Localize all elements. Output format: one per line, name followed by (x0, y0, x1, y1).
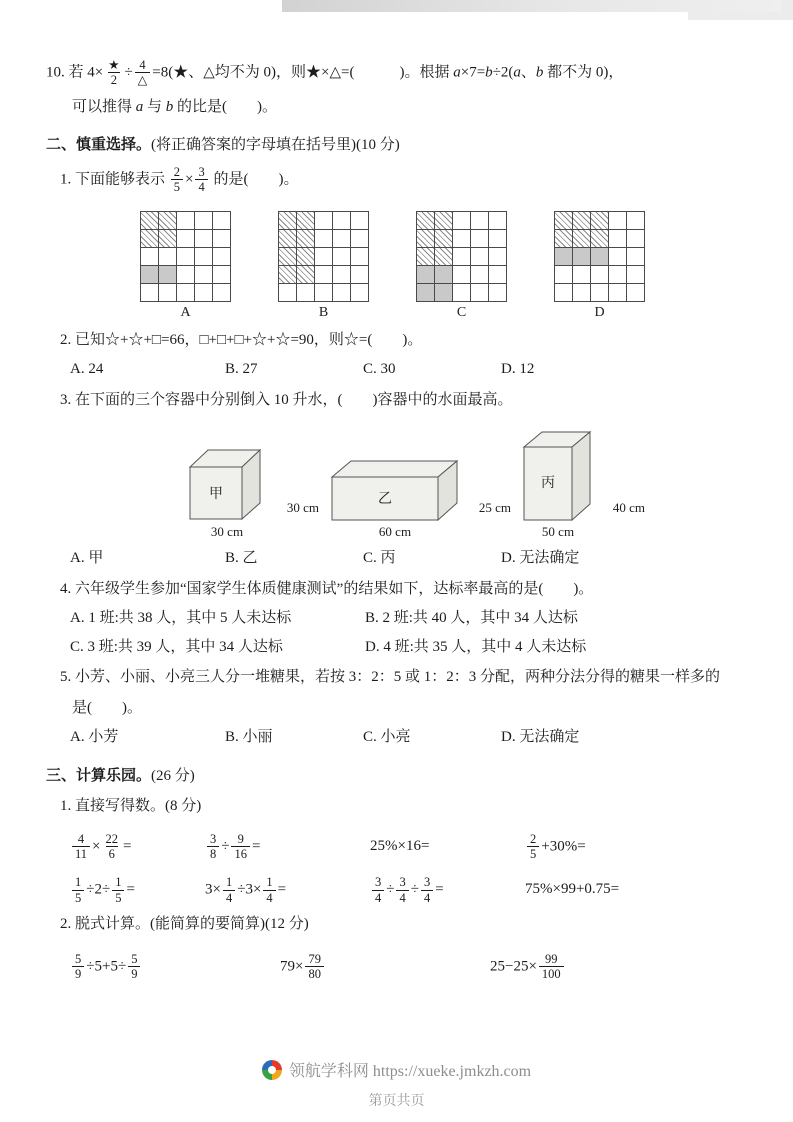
grid-cell (453, 230, 471, 248)
grid-cell (453, 284, 471, 302)
grid-cell (333, 212, 351, 230)
grid-cell (573, 284, 591, 302)
choice-q5-option-a: A. 小芳 (70, 729, 119, 745)
stepwise-expr-3: 25−25× $\frac{99}{100}$ (490, 952, 757, 982)
container-bing-drawing (521, 427, 595, 523)
grid-cell (279, 212, 297, 230)
brand-logo-icon (262, 1060, 282, 1080)
grid-cell (435, 230, 453, 248)
grid-cell (591, 230, 609, 248)
grid-label-a: A (180, 304, 191, 320)
grid-cell (177, 284, 195, 302)
choice-q5-option-c: C. 小亮 (363, 729, 411, 745)
grid-cell (195, 212, 213, 230)
grid-cell (159, 248, 177, 266)
grid-cell (177, 212, 195, 230)
grid-cell (609, 248, 627, 266)
choice-q2-options (70, 358, 757, 381)
grid-cell (177, 248, 195, 266)
section-calc-title (46, 765, 757, 788)
grid-cell (591, 212, 609, 230)
direct-expr-2: $\frac{3}{8}$ ÷ $\frac{9}{16}$ = (205, 832, 370, 862)
grid-cell (471, 266, 489, 284)
choice-q2-option-b: B. 27 (225, 361, 258, 377)
grid-cell (591, 284, 609, 302)
grid-cell (435, 284, 453, 302)
grid-cell (177, 230, 195, 248)
grid-cell (435, 212, 453, 230)
grid-cell (141, 248, 159, 266)
container-bing (521, 427, 645, 540)
grid-cell (555, 248, 573, 266)
grid-cell (141, 212, 159, 230)
choice-q3-option-c: C. 丙 (363, 550, 396, 566)
choice-q3-option-d: D. 无法确定 (501, 550, 580, 566)
grid-figure-c (416, 211, 507, 321)
direct-calc-row2 (70, 875, 757, 905)
grid-cell (195, 248, 213, 266)
fraction-grid-c (416, 211, 507, 302)
footer-site-text: 领航学科网 https://xueke.jmkzh.com (288, 1063, 532, 1080)
choice-q5-line1: 5. 小芳、小丽、小亮三人分一堆糖果，若按 3：2：5 或 1：2：3 分配，两种分法分得的糖果一样多的 (60, 669, 721, 685)
choice-q2-option-c: C. 30 (363, 361, 396, 377)
container-bing-side-dim: 40 cm (612, 500, 645, 515)
grid-cell (417, 284, 435, 302)
section-choice-title-note: (将正确答案的字母填在括号里)(10 分) (151, 137, 400, 154)
grid-cell (213, 284, 231, 302)
section-choice-title (46, 134, 757, 157)
grid-figure-a (140, 211, 231, 321)
grid-cell (297, 212, 315, 230)
grid-cell (195, 266, 213, 284)
stepwise-expr-1: $\frac{5}{9}$ ÷5+5÷ $\frac{5}{9}$ (70, 952, 280, 982)
fraction-grid-b (278, 211, 369, 302)
grid-cell (315, 212, 333, 230)
grid-cell (453, 248, 471, 266)
grid-cell (279, 266, 297, 284)
grid-cell (141, 284, 159, 302)
grid-cell (315, 284, 333, 302)
grid-cell (279, 230, 297, 248)
grid-cell (489, 212, 507, 230)
stepwise-expr-2: 79× $\frac{79}{80}$ (280, 952, 490, 982)
choice-q4-options (70, 607, 757, 658)
direct-calc-title: 1. 直接写得数。(8 分) (60, 798, 202, 814)
direct-expr-6: 3× $\frac{1}{4}$ ÷3× $\frac{1}{4}$ = (205, 875, 287, 905)
brand-logo-hole (268, 1066, 276, 1074)
footer-brand (0, 1058, 793, 1081)
container-yi-bottom-dim: 60 cm (378, 524, 412, 539)
grid-cell (351, 266, 369, 284)
container-yi-label: 乙 (378, 492, 392, 507)
choice-q5-line2: 是( )。 (72, 699, 142, 716)
grid-cell (417, 212, 435, 230)
grid-cell (555, 212, 573, 230)
grid-cell (195, 230, 213, 248)
grid-cell (213, 248, 231, 266)
direct-expr-7: $\frac{3}{4}$ ÷ $\frac{3}{4}$ ÷ $\frac{3}{4}$ = (370, 875, 525, 905)
section-calc-title-note: (26 分) (151, 767, 195, 784)
grid-cell (213, 212, 231, 230)
container-jia-side-dim: 30 cm (286, 500, 319, 515)
grid-cell (351, 248, 369, 266)
grid-cell (159, 284, 177, 302)
grid-cell (297, 230, 315, 248)
grid-cell (573, 266, 591, 284)
choice-q3-text: 3. 在下面的三个容器中分别倒入 10 升水，( )容器中的水面最高。 (60, 391, 513, 408)
choice-q4-text: 4. 六年级学生参加“国家学生体质健康测试”的结果如下，达标率最高的是( )。 (60, 580, 594, 597)
grid-cell (627, 212, 645, 230)
grid-cell (159, 230, 177, 248)
grid-cell (297, 266, 315, 284)
grid-cell (471, 248, 489, 266)
grid-cell (453, 266, 471, 284)
grid-cell (471, 230, 489, 248)
direct-calc-row1 (70, 832, 757, 862)
grid-cell (609, 212, 627, 230)
direct-expr-3: 25%×16= (370, 837, 430, 854)
question-10-line1: 10. 若 4× $\frac{★}{2}$ ÷ $\frac{4}{\triangle}$ =8(★、△均不为 0)，则★×△=( )。根据 a×7=b÷2(a、b 都不为 0)， (46, 58, 624, 88)
grid-cell (573, 230, 591, 248)
grid-cell (627, 230, 645, 248)
grid-cell (453, 212, 471, 230)
choice-q5-option-b: B. 小丽 (225, 729, 273, 745)
grid-cell (489, 284, 507, 302)
choice-q2-option-d: D. 12 (501, 361, 535, 377)
grid-cell (351, 284, 369, 302)
container-bing-label: 丙 (541, 476, 555, 491)
grid-cell (315, 230, 333, 248)
choice-q3-option-a: A. 甲 (70, 550, 104, 566)
container-bing-bottom-dim: 50 cm (541, 524, 575, 539)
choice-q3-options (70, 547, 757, 570)
choice-q4-option-d: D. 4 班:共 35 人，其中 4 人未达标 (365, 638, 587, 655)
grid-cell (315, 266, 333, 284)
grid-cell (141, 230, 159, 248)
grid-figure-d (554, 211, 645, 321)
choice-q3-option-b: B. 乙 (225, 550, 258, 566)
grid-cell (627, 248, 645, 266)
grid-cell (333, 248, 351, 266)
choice-q5-option-d: D. 无法确定 (501, 729, 580, 745)
container-jia-bottom-dim: 30 cm (210, 524, 244, 539)
grid-cell (627, 266, 645, 284)
container-yi-drawing (329, 455, 461, 523)
stepwise-calc-row (70, 952, 757, 982)
grid-cell (279, 284, 297, 302)
grid-cell (609, 284, 627, 302)
grid-cell (333, 230, 351, 248)
scan-artifact-top (282, 0, 782, 12)
grid-cell (591, 266, 609, 284)
choice-q4-option-c: C. 3 班:共 39 人，其中 34 人达标 (70, 638, 283, 655)
grid-cell (609, 230, 627, 248)
choice-q1-text: 1. 下面能够表示 $\frac{2}{5}$ × $\frac{3}{4}$ 的是( )。 (60, 164, 299, 195)
direct-expr-4: $\frac{2}{5}$ +30%= (525, 832, 757, 862)
grid-cell (417, 248, 435, 266)
page-footer (0, 1058, 793, 1122)
grid-cell (573, 212, 591, 230)
grid-cell (333, 284, 351, 302)
grid-cell (471, 212, 489, 230)
grid-cell (627, 284, 645, 302)
grid-cell (213, 266, 231, 284)
grid-cell (489, 230, 507, 248)
container-jia-drawing (185, 443, 269, 523)
container-jia-label: 甲 (209, 487, 223, 502)
grid-cell (555, 284, 573, 302)
container-jia (185, 443, 319, 540)
choice-q4-option-b: B. 2 班:共 40 人，其中 34 人达标 (365, 610, 578, 626)
direct-expr-1: $\frac{4}{11}$ × $\frac{22}{6}$ = (70, 832, 205, 862)
grid-cell (297, 248, 315, 266)
grid-cell (417, 266, 435, 284)
grid-cell (573, 248, 591, 266)
grid-cell (159, 212, 177, 230)
grid-cell (279, 248, 297, 266)
container-yi (329, 455, 511, 540)
grid-cell (177, 266, 195, 284)
grid-label-b: B (318, 304, 329, 320)
grid-cell (333, 266, 351, 284)
container-yi-side-dim: 25 cm (478, 500, 511, 515)
choice-q1-figures (140, 211, 757, 321)
fraction-grid-d (554, 211, 645, 302)
section-calc-title-bold: 三、计算乐园。 (46, 767, 152, 784)
grid-cell (555, 230, 573, 248)
choice-q5-options (70, 726, 757, 749)
grid-cell (315, 248, 333, 266)
choice-q4-option-a: A. 1 班:共 38 人，其中 5 人未达标 (70, 610, 292, 626)
grid-cell (609, 266, 627, 284)
section-choice-title-bold: 二、慎重选择。 (46, 137, 152, 154)
grid-cell (351, 230, 369, 248)
fraction-grid-a (140, 211, 231, 302)
direct-expr-5: $\frac{1}{5}$ ÷2÷ $\frac{1}{5}$ = (70, 875, 205, 905)
grid-cell (435, 266, 453, 284)
choice-q2-option-a: A. 24 (70, 361, 104, 377)
grid-cell (351, 212, 369, 230)
grid-cell (213, 230, 231, 248)
grid-label-c: C (456, 304, 467, 320)
question-10-line2: 可以推得 a 与 b 的比是( )。 (72, 98, 278, 115)
direct-expr-8: 75%×99+0.75= (525, 881, 620, 898)
stepwise-calc-title: 2. 脱式计算。(能简算的要简算)(12 分) (60, 916, 309, 932)
grid-cell (489, 248, 507, 266)
choice-q2-text: 2. 已知☆+☆+□=66，□+□+□+☆+☆=90，则☆=( )。 (60, 331, 423, 348)
grid-cell (471, 284, 489, 302)
choice-q3-figures (185, 427, 757, 540)
grid-cell (555, 266, 573, 284)
grid-cell (141, 266, 159, 284)
grid-figure-b (278, 211, 369, 321)
footer-page-numbers: 第页共页 (368, 1094, 425, 1109)
grid-cell (159, 266, 177, 284)
grid-cell (435, 248, 453, 266)
grid-cell (417, 230, 435, 248)
grid-cell (489, 266, 507, 284)
grid-cell (591, 248, 609, 266)
grid-cell (297, 284, 315, 302)
grid-cell (195, 284, 213, 302)
grid-label-d: D (594, 304, 605, 320)
